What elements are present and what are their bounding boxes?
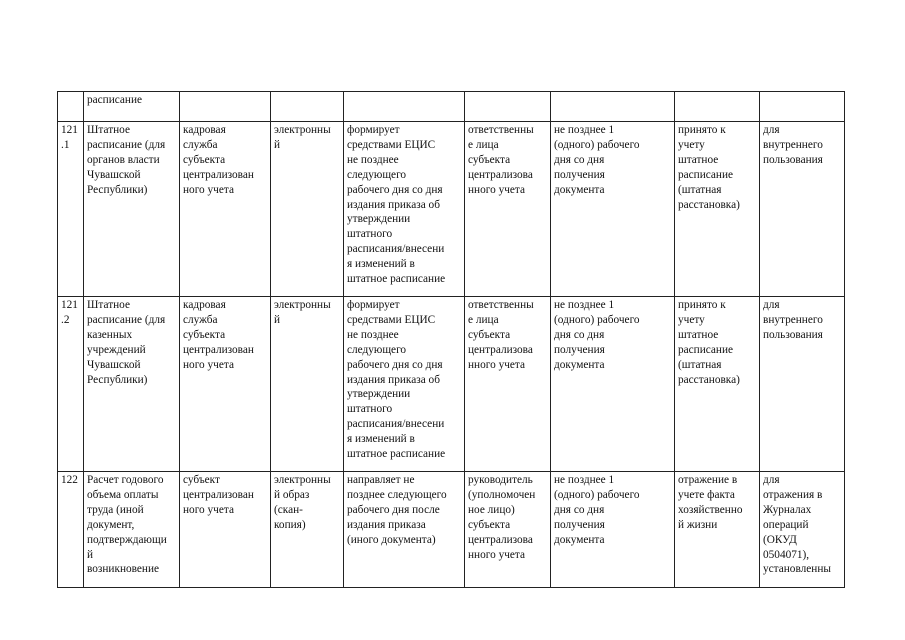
cell-executor [180, 92, 271, 122]
cell-result: отражение в учете факта хозяйственно й жизни [675, 472, 760, 588]
cell-responsible: ответственны е лица субъекта централизова нного учета [465, 122, 551, 297]
cell-executor: кадровая служба субъекта централизован ного учета [180, 297, 271, 472]
cell-document-name: Расчет годового объема оплаты труда (иной документ, подтверждающи й возникновение [84, 472, 180, 588]
cell-purpose: для отражения в Журналах операций (ОКУД 0504071), установленны [760, 472, 845, 588]
cell-document-name: Штатное расписание (для органов власти Чувашской Республики) [84, 122, 180, 297]
cell-method: формирует средствами ЕЦИС не позднее следующего рабочего дня со дня издания приказа об утверждении штатного расписания/внесени я изменений в штатное расписание [344, 122, 465, 297]
cell-method: направляет не позднее следующего рабочего дня после издания приказа (иного документа) [344, 472, 465, 588]
cell-purpose: для внутреннего пользования [760, 297, 845, 472]
cell-method [344, 92, 465, 122]
table-row [58, 92, 845, 122]
cell-result: принято к учету штатное расписание (штатная расстановка) [675, 122, 760, 297]
cell-form [271, 92, 344, 122]
table-row [58, 297, 845, 472]
cell-responsible [465, 92, 551, 122]
cell-number: 121 .2 [58, 297, 84, 472]
cell-purpose: для внутреннего пользования [760, 122, 845, 297]
cell-deadline: не позднее 1 (одного) рабочего дня со дня получения документа [551, 122, 675, 297]
cell-form: электронны й образ (скан- копия) [271, 472, 344, 588]
cell-number [58, 92, 84, 122]
cell-deadline [551, 92, 675, 122]
cell-number: 122 [58, 472, 84, 588]
cell-form: электронны й [271, 122, 344, 297]
cell-form: электронны й [271, 297, 344, 472]
cell-document-name: Штатное расписание (для казенных учреждений Чувашской Республики) [84, 297, 180, 472]
cell-deadline: не позднее 1 (одного) рабочего дня со дня получения документа [551, 297, 675, 472]
table-row [58, 122, 845, 297]
table-row [58, 472, 845, 588]
cell-result [675, 92, 760, 122]
cell-responsible: ответственны е лица субъекта централизова нного учета [465, 297, 551, 472]
cell-method: формирует средствами ЕЦИС не позднее следующего рабочего дня со дня издания приказа об утверждении штатного расписания/внесени я изменений в штатное расписание [344, 297, 465, 472]
cell-number: 121 .1 [58, 122, 84, 297]
cell-purpose [760, 92, 845, 122]
cell-executor: субъект централизован ного учета [180, 472, 271, 588]
cell-deadline: не позднее 1 (одного) рабочего дня со дня получения документа [551, 472, 675, 588]
cell-document-name: расписание [84, 92, 180, 122]
document-table [57, 91, 845, 588]
cell-result: принято к учету штатное расписание (штатная расстановка) [675, 297, 760, 472]
cell-executor: кадровая служба субъекта централизован ного учета [180, 122, 271, 297]
cell-responsible: руководитель (уполномочен ное лицо) субъекта централизова нного учета [465, 472, 551, 588]
